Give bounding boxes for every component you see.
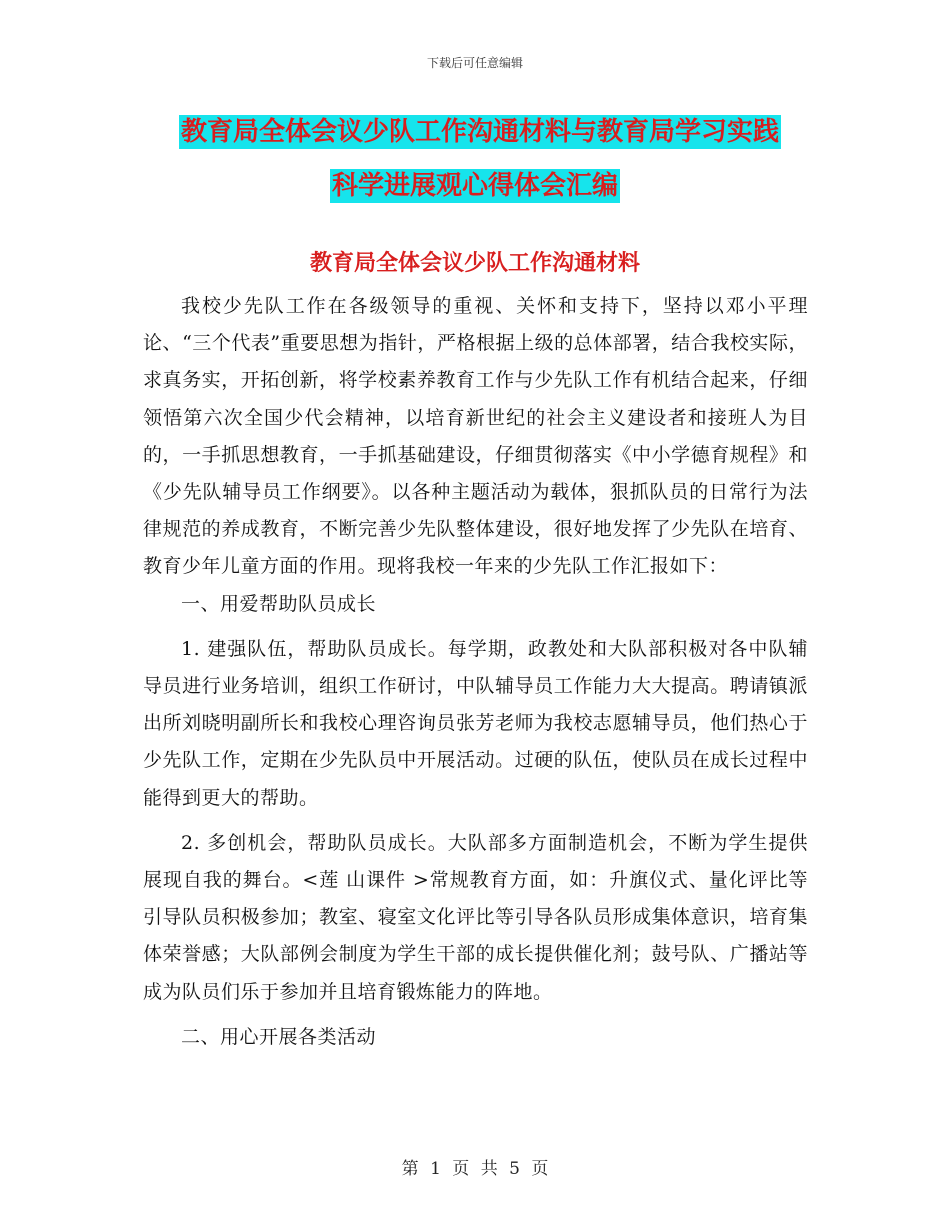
page-footer: 第 1 页 共 5 页: [401, 1159, 549, 1179]
heading-part-2: 二、用心开展各类活动: [181, 1025, 377, 1048]
section-title: 教育局全体会议少队工作沟通材料: [309, 251, 640, 276]
header-note: 下载后可任意编辑: [426, 56, 523, 70]
paragraph-item-2: 2. 多创机会，帮助队员成长。大队部多方面制造机会，不断为学生提供展现自我的舞台。<莲 山课件 >常规教育方面，如：升旗仪式、量化评比等引导队员积极参加；教室、寝室文化评比等引导各队员形成集体意识，培育集体荣誉感；大队部例会制度为学生干部的成长提供催化剂；鼓号队、广播站等成为队员们乐于参加并且培育锻炼能力的阵地。: [143, 831, 808, 1003]
paragraph-item-1: 1. 建强队伍，帮助队员成长。每学期，政教处和大队部积极对各中队辅导员进行业务培训，组织工作研讨，中队辅导员工作能力大大提高。聘请镇派出所刘晓明副所长和我校心理咨询员张芳老师为我校志愿辅导员，他们热心于少先队工作，定期在少先队员中开展活动。过硬的队伍，使队员在成长过程中能得到更大的帮助。: [143, 637, 808, 809]
document-title: [0, 108, 950, 210]
title-line-1: 教育局全体会议少队工作沟通材料与教育局学习实践: [180, 117, 779, 147]
title-line-2: 科学进展观心得体会汇编: [331, 171, 618, 201]
body-text: [143, 288, 808, 1056]
heading-part-1: 一、用爱帮助队员成长: [181, 592, 377, 615]
paragraph-intro: 我校少先队工作在各级领导的重视、关怀和支持下，坚持以邓小平理论、“三个代表”重要思想为指针，严格根据上级的总体部署，结合我校实际，求真务实，开拓创新，将学校素养教育工作与少先队工作有机结合起来，仔细领悟第六次全国少代会精神，以培育新世纪的社会主义建设者和接班人为目的，一手抓思想教育，一手抓基础建设，仔细贯彻落实《中小学德育规程》和《少先队辅导员工作纲要》。以各种主题活动为载体，狠抓队员的日常行为法律规范的养成教育，不断完善少先队整体建设，很好地发挥了少先队在培育、教育少年儿童方面的作用。现将我校一年来的少先队工作汇报如下：: [143, 295, 808, 578]
